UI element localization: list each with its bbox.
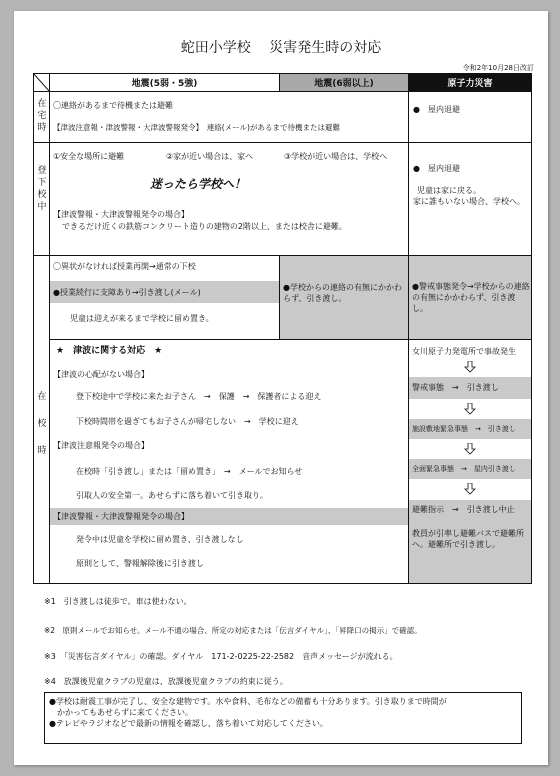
tsunami-no-risk-line1: 登下校途中で学校に来たお子さん → 保護 → 保護者による迎え [76,392,322,401]
tsunami-no-risk-heading: 【津波の心配がない場合】 [53,370,149,379]
school-nuclear-text: ●警戒事態発令→学校からの連絡の有無にかかわらず、引き渡し。 [412,282,530,313]
commute-nuclear-alone: 家に誰もいない場合、学校へ。 [413,197,525,206]
nuclear-flow-step2 [409,419,531,439]
down-arrow-icon [464,361,476,373]
home-cell [49,91,409,143]
nuclear-flow-step4-text: 避難指示 → 引き渡し中止 [412,505,515,514]
nuclear-flow-step2-text: 施設敷地緊急事態 → 引き渡し [412,425,516,433]
nuclear-flow-evacuation: 教員が引率し避難バスで避難所へ。避難所で引き渡し。 [412,529,524,549]
row-label-home [33,91,50,143]
tsunami-advisory-heading: 【津波注意報発令の場合】 [53,441,149,450]
note-1: ※1 引き渡しは徒歩で。車は使わない。 [44,597,192,606]
home-nuclear-cell [408,91,532,143]
row-label-school [33,255,50,584]
commute-nuclear-shelter: ● 屋内退避 [413,164,460,173]
tsunami-warning-line1: 発令中は児童を学校に留め置き、引き渡しなし [76,535,244,544]
home-line2: 【津波注意報・津波警報・大津波警報発令】 連絡(メール)があるまで待機または避難 [53,123,340,132]
tsunami-title: ★ 津波に関する対応 ★ [56,346,163,356]
note-3: ※3 「災害伝言ダイヤル」の確認。ダイヤル 171-2-0225-22-2582 音声メッセージが流れる。 [44,652,398,661]
school-quake6-cell [279,255,409,340]
document-title: 災害発生時の対応 [269,40,382,56]
header-quake5: 地震(5弱・5強) [49,73,280,92]
school-quake5-handover: ●授業続行に支障あり→引き渡し(メール) [53,288,201,297]
commute-option2: ②家が近い場合は、家へ [166,152,254,161]
school-quake5-keep: 児童は迎えが来るまで学校に留め置き。 [70,314,214,323]
tsunami-advisory-line1: 在校時「引き渡し」または「留め置き」 → メールでお知らせ [76,467,303,476]
note-2: ※2 原則メールでお知らせ。メール不通の場合、所定の対応または「伝言ダイヤル」、「昇降口の掲示」で確認。 [44,626,422,635]
commute-slogan: 迷ったら学校へ！ [150,177,247,191]
nuclear-flow-step3 [409,459,531,479]
nuclear-flow [408,339,532,584]
tsunami-warning-line2: 原則として、警報解除後に引き渡し [76,559,204,568]
home-nuclear-text: ● 屋内退避 [413,105,460,114]
page-title [14,37,548,57]
info-box [44,692,522,744]
school-name: 蛇田小学校 [180,40,251,56]
home-line1: 〇連絡があるまで待機または避難 [53,101,173,110]
info-box-line3: ●テレビやラジオなどで最新の情報を確認し、落ち着いて対応してください。 [49,719,328,728]
school-quake5-cell [49,255,280,340]
nuclear-flow-step1 [409,377,531,399]
row-label-school-text: 在校時 [37,392,47,456]
school-quake5-resume: 〇異状がなければ授業再開→通常の下校 [53,262,196,271]
header-quake6: 地震(6弱以上) [279,73,409,92]
nuclear-flow-step1-text: 警戒事態 → 引き渡し [412,383,499,392]
info-box-line2: かかってもあせらずに来てください。 [57,708,193,717]
commute-option1: ①安全な場所に避難 [53,152,125,161]
corner-cell [33,73,50,92]
commute-nuclear-go-home: 児童は家に戻る。 [417,186,481,195]
nuclear-flow-accident: 女川原子力発電所で事故発生 [412,347,516,356]
tsunami-section [49,339,409,584]
nuclear-flow-step3-text: 全面緊急事態 → 屋内引き渡し [412,465,516,473]
commute-cell [49,142,409,256]
down-arrow-icon [464,403,476,415]
row-label-commute-text: 登下校中 [37,166,47,212]
commute-tsunami-heading: 【津波警報・大津波警報発令の場合】 [53,210,189,219]
tsunami-no-risk-line2: 下校時間帯を過ぎてもお子さんが帰宅しない → 学校に迎え [76,417,299,426]
commute-tsunami-text: できるだけ近くの鉄筋コンクリート造りの建物の2階以上、または校舎に避難。 [62,222,347,231]
school-quake6-text: ●学校からの連絡の有無にかかわらず、引き渡し。 [283,283,402,303]
revision-date: 令和2年10月28日改訂 [462,64,534,72]
down-arrow-icon [464,443,476,455]
note-4: ※4 放課後児童クラブの児童は、放課後児童クラブの約束に従う。 [44,677,288,686]
tsunami-advisory-line2: 引取人の安全第一。あせらずに落ち着いて引き取り。 [76,491,268,500]
nuclear-flow-step4 [409,500,531,583]
down-arrow-icon [464,483,476,495]
school-nuclear-cell [408,255,532,340]
row-label-commute [33,142,50,256]
info-box-line1: ●学校は耐震工事が完了し、安全な建物です。水や食料、毛布などの備蓄も十分あります。引き取りまで時間が [49,697,447,706]
tsunami-warning-heading: 【津波警報・大津波警報発令の場合】 [53,512,189,521]
document-page [14,11,548,765]
commute-nuclear-cell [408,142,532,256]
diagonal-line [33,73,50,92]
header-nuclear: 原子力災害 [408,73,532,92]
response-table [33,73,532,584]
commute-option3: ③学校が近い場合は、学校へ [284,152,388,161]
row-label-home-text: 在宅時 [37,99,47,133]
